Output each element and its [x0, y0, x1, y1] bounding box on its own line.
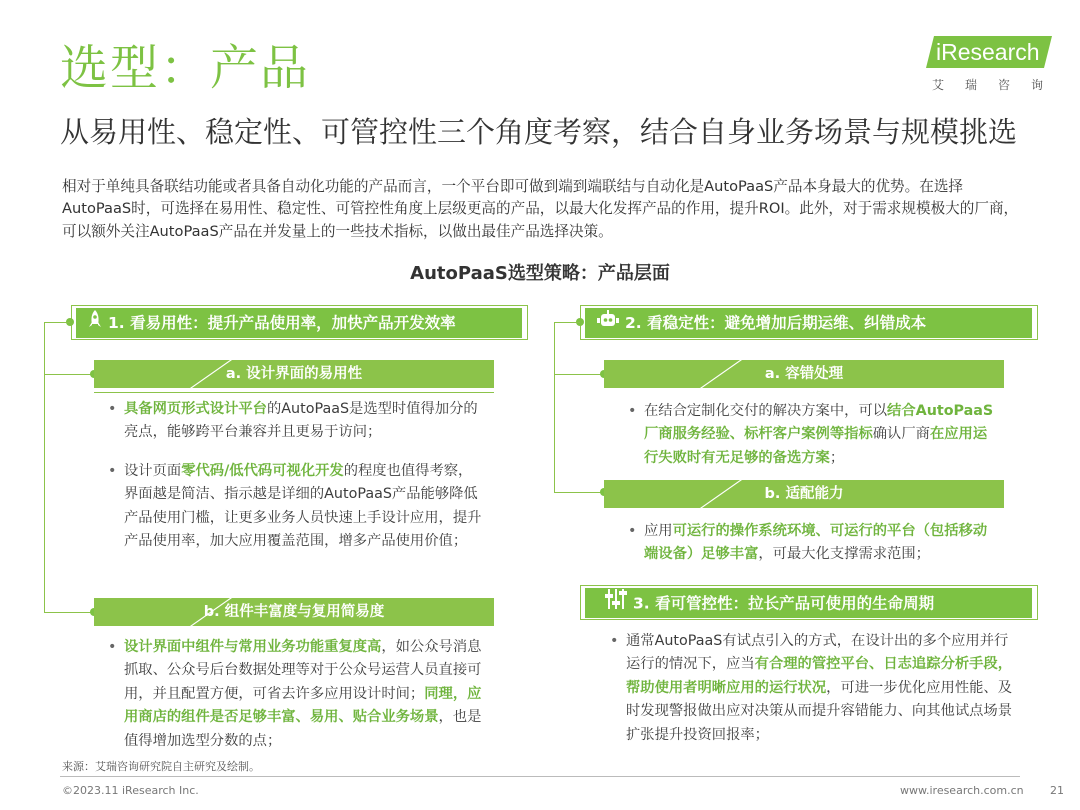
section-title: AutoPaaS选型策略：产品层面: [410, 263, 670, 284]
page-subtitle: 从易用性、稳定性、可管控性三个角度考察，结合自身业务场景与规模挑选: [60, 115, 1018, 149]
rocket-icon: [88, 309, 102, 339]
page-number: 21: [1050, 784, 1064, 797]
connector-line: [44, 322, 70, 323]
stability-heading: [585, 308, 1032, 338]
intro-paragraph: 相对于单纯具备联结功能或者具备自动化功能的产品而言，一个平台即可做到端到端联结与自动化是AutoPaaS产品本身最大的优势。在选择AutoPaaS时，可选择在易用性、稳定性、可管控性角度上层级更高的产品，以最大化发挥产品的作用，提升ROI。此外，对于需求规模极大的厂商，可以额外关注AutoPaaS产品在并发量上的一些技术指标，以做出最佳产品选择决策。: [62, 178, 1019, 240]
connector-line: [554, 374, 604, 375]
sliders-icon: [605, 588, 627, 620]
subheading-frame: [94, 392, 494, 393]
source-note: 来源：艾瑞咨询研究院自主研究及绘制。: [62, 760, 260, 773]
usability-subheading-a: a. 设计界面的易用性: [94, 360, 494, 388]
connector-line: [44, 374, 94, 375]
iresearch-logo: [930, 36, 1065, 98]
list-item: • 通常AutoPaaS有试点引入的方式，在设计出的多个应用并行运行的情况下，应当有合理的管控平台、日志追踪分析手段，帮助使用者明晰应用的运行状况，可进一步优化应用性能、及时发现警报做出应对决策从而提升容错能力、向其他试点场景扩张提升投资回报率；: [610, 633, 1013, 743]
connector-line: [554, 492, 604, 493]
list-item: • 在结合定制化交付的解决方案中，可以结合AutoPaaS厂商服务经验、标杆客户案例等指标确认厂商在应用运行失败时有无足够的备选方案；: [628, 403, 994, 466]
controllability-heading-text: 3. 看可管控性：拉长产品可使用的生命周期: [633, 594, 935, 613]
connector-line: [44, 612, 94, 613]
list-item: • 设计页面零代码/低代码可视化开发的程度也值得考察，界面越是简洁、指示越是详细的AutoPaaS产品能够降低产品使用门槛，让更多业务人员快速上手设计应用，提升产品使用率，加大应用覆盖范围，增多产品使用价值；: [108, 463, 482, 550]
stability-subheading-a: a. 容错处理: [604, 360, 1004, 388]
logo-text: iResearch: [936, 39, 1040, 65]
stability-subheading-b: b. 适配能力: [604, 480, 1004, 508]
list-item: • 设计界面中组件与常用业务功能重复度高，如公众号消息抓取、公众号后台数据处理等对于公众号运营人员直接可用，并且配置方便，可省去许多应用设计时间；同理，应用商店的组件是否足够丰富、易用、贴合业务场景，也是值得增加选型分数的点；: [108, 639, 482, 749]
controllability-heading: [585, 588, 1032, 618]
usability-heading-text: 1. 看易用性：提升产品使用率，加快产品开发效率: [108, 314, 456, 332]
connector-line: [554, 322, 555, 492]
copyright: ©2023.11 iResearch Inc.: [62, 784, 199, 797]
usability-subheading-b: b. 组件丰富度与复用简易度: [94, 598, 494, 626]
connector-line: [554, 322, 580, 323]
footer-divider: [60, 776, 1020, 777]
logo-subtext: 艾瑞咨询: [932, 78, 1065, 92]
page-title: 选型：产品: [60, 40, 311, 96]
list-item: • 具备网页形式设计平台的AutoPaaS是选型时值得加分的亮点，能够跨平台兼容并且更易于访问；: [108, 401, 478, 441]
usability-heading: [76, 308, 522, 338]
website-link[interactable]: www.iresearch.com.cn: [900, 784, 1024, 797]
connector-line: [44, 322, 45, 612]
robot-icon: [597, 309, 619, 339]
list-item: • 应用可运行的操作系统环境、可运行的平台（包括移动端设备）足够丰富，可最大化支撑需求范围；: [628, 523, 988, 563]
stability-heading-text: 2. 看稳定性：避免增加后期运维、纠错成本: [625, 314, 927, 332]
